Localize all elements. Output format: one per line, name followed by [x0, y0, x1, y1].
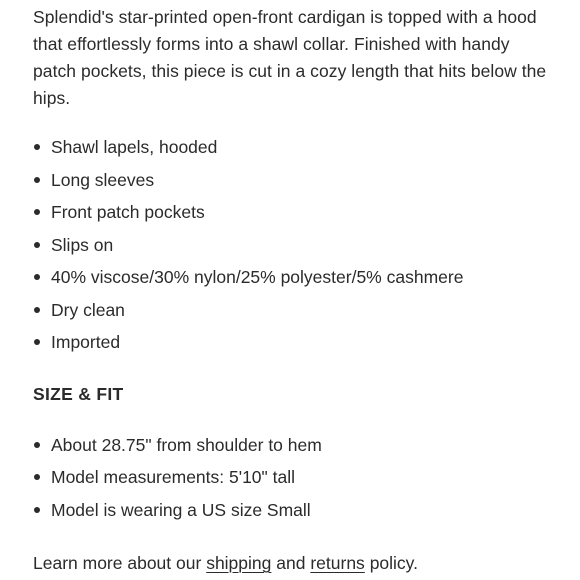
size-fit-item-text: Model is wearing a US size Small	[51, 499, 311, 520]
details-list-item	[33, 131, 556, 164]
details-item-text: Imported	[51, 332, 121, 352]
product-description: Splendid's star-printed open-front cardigan is topped with a hood that effortlessly forms into a shawl collar. Finished with handy patch pockets, this piece is cut in a cozy length that hits below the hips.	[33, 7, 547, 108]
size-fit-list	[33, 429, 556, 527]
details-item-text: Dry clean	[51, 299, 125, 320]
details-item-text: Front patch pockets	[51, 202, 205, 222]
bullet-icon	[34, 209, 40, 215]
details-item-text: Slips on	[51, 234, 114, 255]
details-list-item	[33, 196, 556, 229]
details-item-text: Long sleeves	[51, 169, 155, 190]
bullet-icon	[34, 242, 40, 248]
size-fit-item-text: About 28.75" from shoulder to hem	[51, 434, 322, 455]
details-list-item	[33, 229, 556, 262]
bullet-icon	[34, 307, 40, 313]
size-fit-heading: SIZE & FIT	[33, 383, 124, 404]
bullet-icon	[34, 177, 40, 183]
size-fit-item-text: Model measurements: 5'10" tall	[51, 467, 295, 487]
size-fit-list-item	[33, 429, 556, 462]
details-list	[33, 131, 556, 359]
policy-note-prefix: Learn more about our	[33, 553, 202, 573]
policy-note-suffix: policy.	[369, 553, 418, 573]
bullet-icon	[34, 144, 40, 150]
policy-note-middle: and	[276, 553, 306, 573]
details-item-text: 40% viscose/30% nylon/25% polyester/5% cashmere	[51, 267, 464, 287]
details-list-item	[33, 261, 556, 294]
bullet-icon	[34, 339, 40, 345]
policy-note	[33, 547, 556, 579]
returns-link[interactable]: returns	[310, 553, 365, 573]
bullet-icon	[34, 474, 40, 480]
details-list-item	[33, 164, 556, 197]
bullet-icon	[34, 274, 40, 280]
shipping-link[interactable]: shipping	[206, 553, 272, 573]
size-fit-list-item	[33, 494, 556, 527]
details-item-text: Shawl lapels, hooded	[51, 137, 218, 157]
details-list-item	[33, 294, 556, 327]
details-list-item	[33, 326, 556, 359]
bullet-icon	[34, 442, 40, 448]
bullet-icon	[34, 507, 40, 513]
size-fit-list-item	[33, 461, 556, 494]
